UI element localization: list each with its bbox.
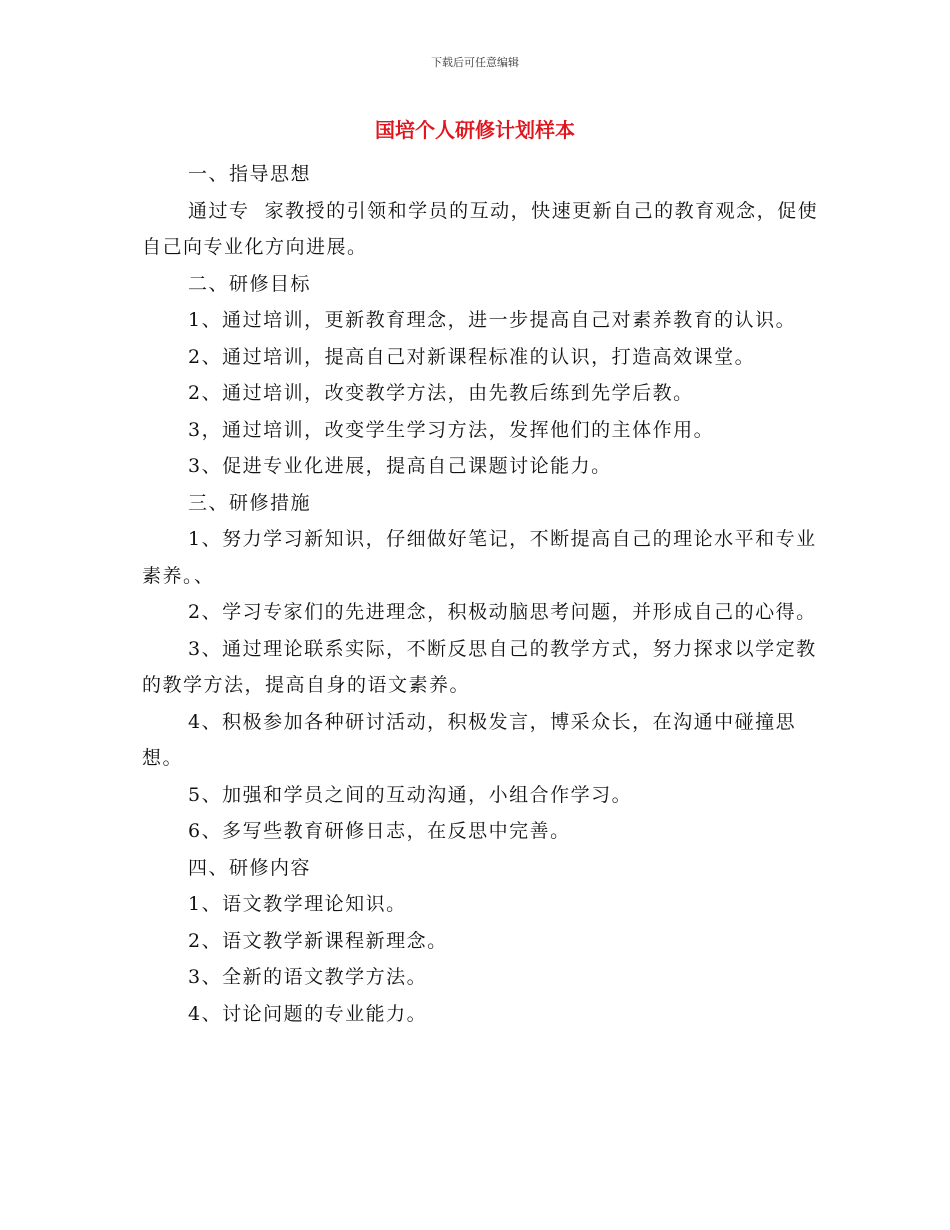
list-item: 1、通过培训，更新教育理念，进一步提高自己对素养教育的认识。: [188, 309, 797, 331]
list-item: 3、促进专业化进展，提高自己课题讨论能力。: [188, 455, 612, 477]
list-item: 1、语文教学理论知识。: [188, 893, 407, 915]
section-heading-content: 四、研修内容: [188, 856, 312, 879]
list-item: 2、通过培训，提高自己对新课程标准的认识，打造高效课堂。: [188, 345, 756, 368]
list-item: 2、语文教学新课程新理念。: [188, 929, 448, 952]
list-item: 3、全新的语文教学方法。: [188, 966, 428, 988]
section-heading-measures: 三、研修措施: [188, 491, 312, 514]
section-heading-goals: 二、研修目标: [188, 272, 312, 295]
list-item: 2、学习专家们的先进理念，积极动脑思考问题，并形成自己的心得。: [188, 601, 817, 623]
header-note: 下载后可任意编辑: [431, 56, 519, 69]
section-heading-guiding-idea: 一、指导思想: [188, 163, 312, 185]
list-item: 3，通过培训，改变学生学习方法，发挥他们的主体作用。: [188, 418, 715, 441]
list-item: 4、讨论问题的专业能力。: [188, 1002, 428, 1025]
list-item: 4、积极参加各种研讨活动，积极发言，博采众长，在沟通中碰撞思想。: [142, 710, 797, 769]
document-body: [142, 156, 822, 1032]
list-item: 1、努力学习新知识，仔细做好笔记，不断提高自己的理论水平和专业素养。、: [142, 528, 817, 587]
paragraph: 通过专 家教授的引领和学员的互动，快速更新自己的教育观念，促使自己向专业化方向进展。: [142, 199, 819, 258]
list-item: 3、通过理论联系实际，不断反思自己的教学方式，努力探求以学定教的教学方法，提高自身的语文素养。: [142, 637, 817, 696]
document-title: 国培个人研修计划样本: [375, 118, 575, 142]
list-item: 6、多写些教育研修日志，在反思中完善。: [188, 820, 571, 842]
list-item: 5、加强和学员之间的互动沟通，小组合作学习。: [188, 783, 633, 806]
list-item: 2、通过培训，改变教学方法，由先教后练到先学后教。: [188, 382, 694, 404]
